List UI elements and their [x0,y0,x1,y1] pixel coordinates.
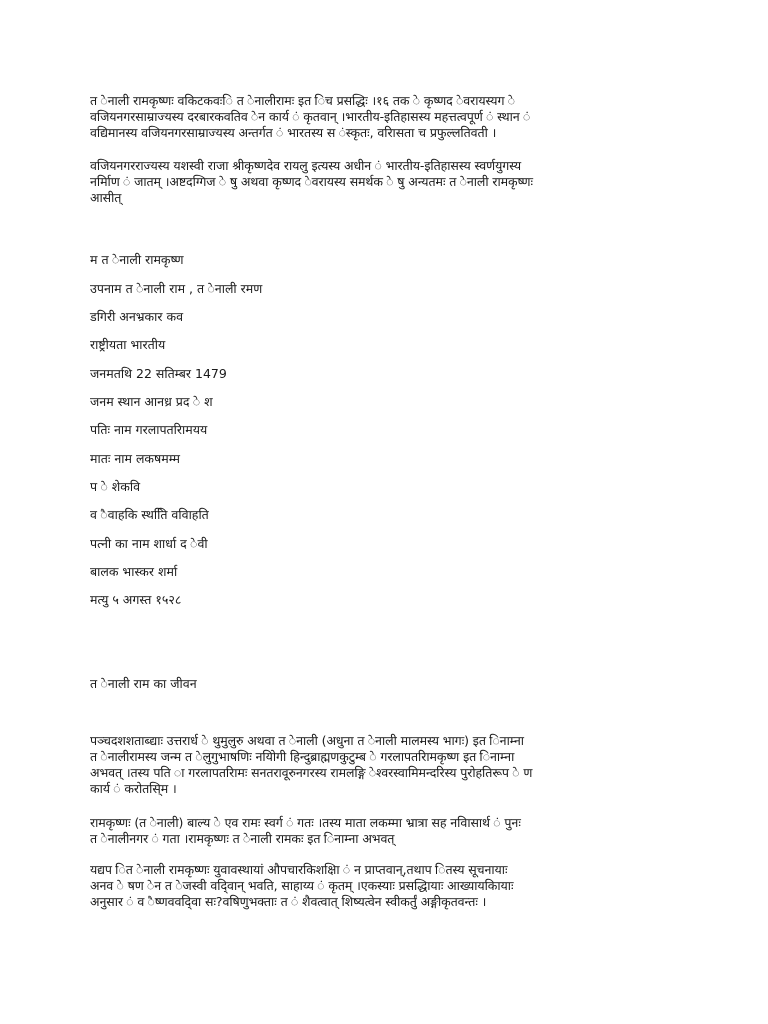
field-marital-status: व ैवाहकि स्थतिि ववािहति [90,507,209,522]
text-line: वजियनगरसाम्राज्यस्य दरबारकवतिव ेन कार्य ं कृतवान् ।भारतीय-इतिहासस्य महत्तत्वपूर्ण ं स्थान ं [90,109,531,124]
field-birth-place: जनम स्थान आनध्र प्रद े श [90,394,213,409]
section-heading: त ेनाली राम का जीवन [90,676,197,691]
field-child: बालक भास्कर शर्मा [90,564,178,579]
text-line: अनव े षण ेन त ेजस्वी वदि्वान् भवति, साहाय्य ं कृतम् ।एकस्याः प्रसद्धिायाः आख्यायकिायाः [90,878,514,893]
text-line: पञ्चदशशताब्द्याः उत्तरार्ध े थुमुलुरु अथवा त ेनाली (अधुना त ेनाली मालमस्य भागः) इत िनाम्ना [90,733,524,748]
body-paragraph-1 [90,733,690,797]
field-nickname: उपनाम त ेनाली राम , त ेनाली रमण [90,281,263,296]
text-line: अनुसार ं व ैष्णववदि्वा सः?वषिणुभक्ताः त ं शैवत्वात् शिष्यत्वेन स्वीकर्तुं अङ्गीकृतवन्तः । [90,894,487,909]
text-line: त ेनालीरामस्य जन्म त ेलुगुभाषणिः नयिोगी हिन्दुब्राह्मणकुटुम्ब े गरलापतरिामकृष्ण इत िनाम्ना [90,749,515,764]
field-mother-name: मातः नाम लकषमम्म [90,451,180,466]
text-line: रामकृष्णः (त ेनाली) बाल्य े एव रामः स्वर्ग ं गतः ।तस्य माता लकम्मा भ्रात्रा सह नवािसार्थ ं पुनः [90,815,521,830]
field-profession: प े शेकवि [90,479,141,494]
body-paragraph-3 [90,862,690,910]
text-line: नर्मिाण ं जातम् ।अष्टदग्गिज े षु अथवा कृष्णद ेवरायस्य समर्थक े षु अन्यतमः त ेनाली रामकृष्णः [90,174,533,189]
intro-paragraph-2 [90,158,690,206]
text-line: त ेनालीनगर ं गता ।रामकृष्णः त ेनाली रामकः इत िनाम्ना अभवत् [90,831,395,846]
text-line: वजियनगरराज्यस्य यशस्वी राजा श्रीकृष्णदेव रायलु इत्यस्य अधीन ं भारतीय-इतिहासस्य स्वर्णयुगस्य [90,158,522,173]
field-father-name: पतिः नाम गरलापतरिामयय [90,422,208,437]
text-line: अभवत् ।तस्य पति ा गरलापतरिामः सनतरावूरुनगरस्य रामलङ्गि ेश्वरस्वामिमन्दरिस्य पुरोहतिरूप े ण [90,765,533,780]
body-paragraph-2 [90,815,690,847]
text-line: कार्य ं करोतसि्म । [90,781,177,796]
field-birth-date: जनमतथि 22 सतिम्बर 1479 [90,366,227,381]
text-line: त ेनाली रामकृष्णः वकिटकवःि त ेनालीरामः इत िच प्रसद्धिः ।१६ तक े कृष्णद ेवरायस्यग े [90,93,515,108]
text-line: यद्यप ित ेनाली रामकृष्णः युवावस्थायां औपचारकिशक्षिा ं न प्राप्तवान्,तथाप ितस्य सूचनायाः [90,862,508,877]
field-degree: डगिरी अनभ्रकार कव [90,309,184,324]
text-line: आसीत् [90,190,122,205]
field-name: म त ेनाली रामकृष्ण [90,252,184,267]
intro-paragraph-1 [90,93,690,141]
field-death: मत्यु ५ अगस्त १५२८ [90,592,182,607]
field-wife-name: पत्नी का नाम शार्धा द ेवी [90,536,208,551]
text-line: वद्यिमानस्य वजियनगरसाम्राज्यस्य अन्तर्गत ं भारतस्य स ंस्कृतः, वरिासता च प्रफुल्लतिवती । [90,125,497,140]
field-nationality: राष्ट्रीयता भारतीय [90,337,166,352]
